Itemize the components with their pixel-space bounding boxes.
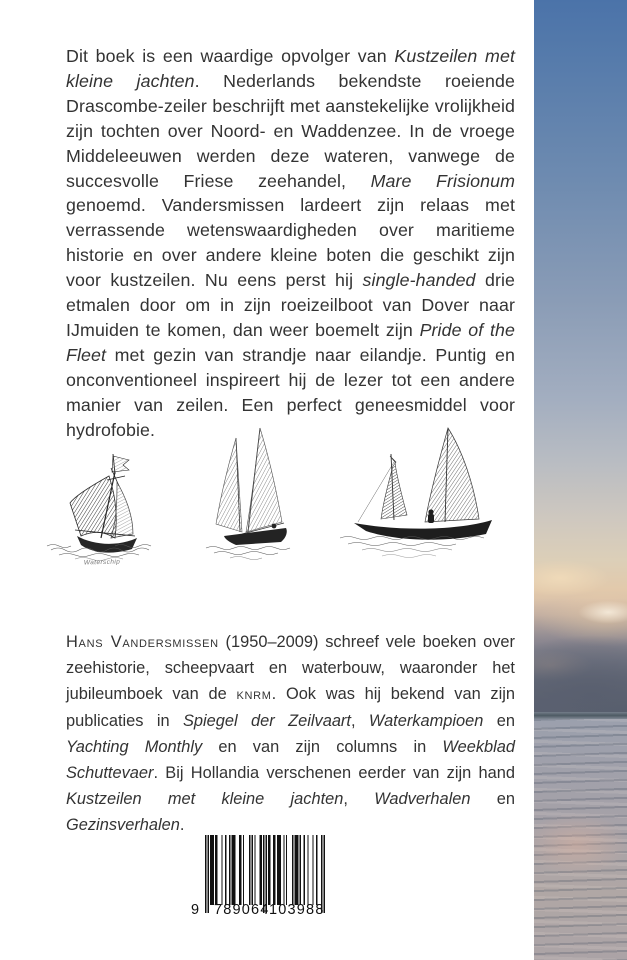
gaff-yawl-sketch-icon	[196, 422, 300, 564]
isbn-barcode	[191, 835, 325, 921]
dark-cloud-bank	[534, 598, 627, 716]
barcode-digits-right: 103988	[269, 902, 325, 918]
blurb-text: Dit boek is een waardige opvolger van Kustzeilen met kleine jachten. Nederlands bekendste roeiende Drascombe-zeiler beschrijft met aanstekelijke vrolijkheid zijn tochten over Noord- en Waddenzee. In de vroege Middeleeuwen werden deze wateren, vanwege de succesvolle Friese zeehandel, Mare Frisionum genoemd. Vandersmissen lardeert zijn relaas met verrassende wetenswaardigheden over maritieme historie en over andere kleine boten die geschikt zijn voor kustzeilen. Nu eens perst hij single-handed drie etmalen door om in zijn roeizeilboot van Dover naar IJmuiden te komen, dan weer boemelt zijn Pride of the Fleet met gezin van strandje naar eilandje. Puntig en onconventioneel inspireert hij de lezer tot een andere manier van zeilen. Een perfect geneesmiddel voor hydrofobie.	[66, 46, 516, 440]
boat-caption: Waterschip	[83, 558, 121, 567]
barcode-number	[191, 902, 325, 920]
waterschip-sketch-icon	[45, 446, 163, 564]
barcode-digit-first: 9	[191, 902, 200, 918]
barcode-digits-left: 789064	[214, 902, 270, 918]
horizon-line	[534, 712, 627, 719]
drascombe-lugger-sketch-icon	[338, 422, 510, 564]
cover-photo-strip	[534, 0, 627, 960]
tidal-flats	[534, 719, 627, 960]
author-bio-text: Hans Vandersmissen (1950–2009) schreef vele boeken over zeehistorie, scheepvaart en waterbouw, waaronder het jubileumboek van de knrm. Ook was hij bekend van zijn publicaties in Spiegel der Zeilvaart, Waterkampioen en Yachting Monthly en van zijn columns in Weekblad Schuttevaer. Bij Hollandia verschenen eerder van zijn hand Kustzeilen met kleine jachten, Wadverhalen en Gezinsverhalen.	[66, 633, 516, 835]
